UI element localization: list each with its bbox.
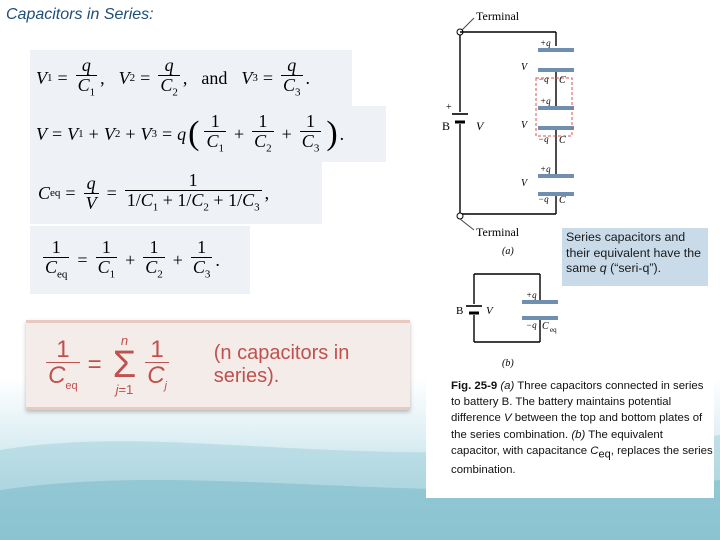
series-callout xyxy=(562,228,708,286)
and-word: and xyxy=(201,67,228,88)
ceq-label-sub: eq xyxy=(550,326,557,334)
capacitor-2-top-plate xyxy=(538,106,574,110)
cap1-pos-charge: +q xyxy=(540,38,551,48)
equation-total-voltage: V = V 1 + V 2 + V 3 = q ( $\frac{1}{C_1}$ + $\frac{1}{C_2}$ + $\frac{1}{C_3}$ ) . xyxy=(30,106,386,162)
figure-caption xyxy=(451,378,713,479)
callout-q: q xyxy=(599,261,607,275)
battery-label: B xyxy=(442,119,451,133)
general-series-formula: $\frac{1}{C_{eq}}$ = n Σ j=1 $\frac{1}{C_j}$ (n capacitors in series). xyxy=(26,320,410,410)
circuit-diagram xyxy=(426,2,714,374)
callout-text-2: (“seri-q”). xyxy=(606,261,662,275)
callout-text-1: Series capacitors and their equivalent have the same xyxy=(566,230,702,275)
caption-v: V xyxy=(503,412,512,425)
caption-text-c: The equivalent capacitor, with capacitance xyxy=(451,428,663,457)
terminal-bottom-node xyxy=(457,213,463,219)
capeq-pos-charge: +q xyxy=(526,290,537,300)
capacitor-1-bottom-plate xyxy=(538,68,574,72)
caption-text-d: , replaces the series combination. xyxy=(451,444,713,477)
series-formula-note: (n capacitors in series). xyxy=(213,342,350,387)
capacitor-3-top-plate xyxy=(538,174,574,178)
capeq-neg-charge: −q xyxy=(526,320,537,330)
capacitor-eq-top-plate xyxy=(522,300,558,304)
caption-fig-label: Fig. 25-9 xyxy=(451,380,498,392)
capacitor-1-top-plate xyxy=(538,48,574,52)
equation-reciprocal-sum: $\frac{1}{C_{eq}}$ = $\frac{1}{C_1}$ + $\frac{1}{C_2}$ + $\frac{1}{C_3}$ . xyxy=(30,226,250,294)
battery-b-voltage: V xyxy=(486,305,493,317)
equation-voltage-per-capacitor: V 1 = $\frac{q}{C_1}$ , V 2 = $\frac{q}{C_2}$ , and V 3 = $\frac{q}{C_3}$ . xyxy=(30,50,352,106)
v3-label: V xyxy=(521,178,528,189)
cap3-pos-charge: +q xyxy=(540,164,551,174)
v2-label: V xyxy=(521,120,528,131)
terminal-bottom-label: Terminal xyxy=(476,225,520,239)
battery-voltage-label: V xyxy=(476,119,484,133)
caption-part-a: (a) xyxy=(500,380,515,392)
figure-part-b-label: (b) xyxy=(502,358,514,369)
terminal-top-label: Terminal xyxy=(476,9,520,23)
capacitor-2-bottom-plate xyxy=(538,126,574,130)
battery-b-label: B xyxy=(456,305,464,317)
c1-label: C xyxy=(559,75,566,86)
cap2-pos-charge: +q xyxy=(540,96,551,106)
equation-equivalent-capacitance: C eq = $\frac{q}{V}$ = $\frac{1}{1/C_1 + 1/C_2 + 1/C_3}$ , xyxy=(30,162,322,224)
summation-symbol: n Σ j=1 xyxy=(112,332,137,398)
cap2-neg-charge: −q xyxy=(538,134,549,144)
c3-label: C xyxy=(559,195,566,206)
caption-part-b: (b) xyxy=(571,428,586,441)
caption-ceq-sub: eq xyxy=(598,448,611,461)
caption-text-b: between the top and bottom plates of the series combination. xyxy=(451,412,703,441)
v1-label: V xyxy=(521,62,528,73)
figure-part-a-label: (a) xyxy=(502,246,514,257)
caption-ceq: C xyxy=(590,444,599,457)
svg-text:+: + xyxy=(446,102,452,113)
cap3-neg-charge: −q xyxy=(538,194,549,204)
slide-title: Capacitors in Series: xyxy=(6,6,154,23)
c2-label: C xyxy=(559,135,566,146)
cap1-neg-charge: −q xyxy=(538,74,549,84)
ceq-label-c: C xyxy=(542,321,549,332)
caption-text-a: Three capacitors connected in series to battery B. The battery maintains potential difference xyxy=(451,380,704,425)
